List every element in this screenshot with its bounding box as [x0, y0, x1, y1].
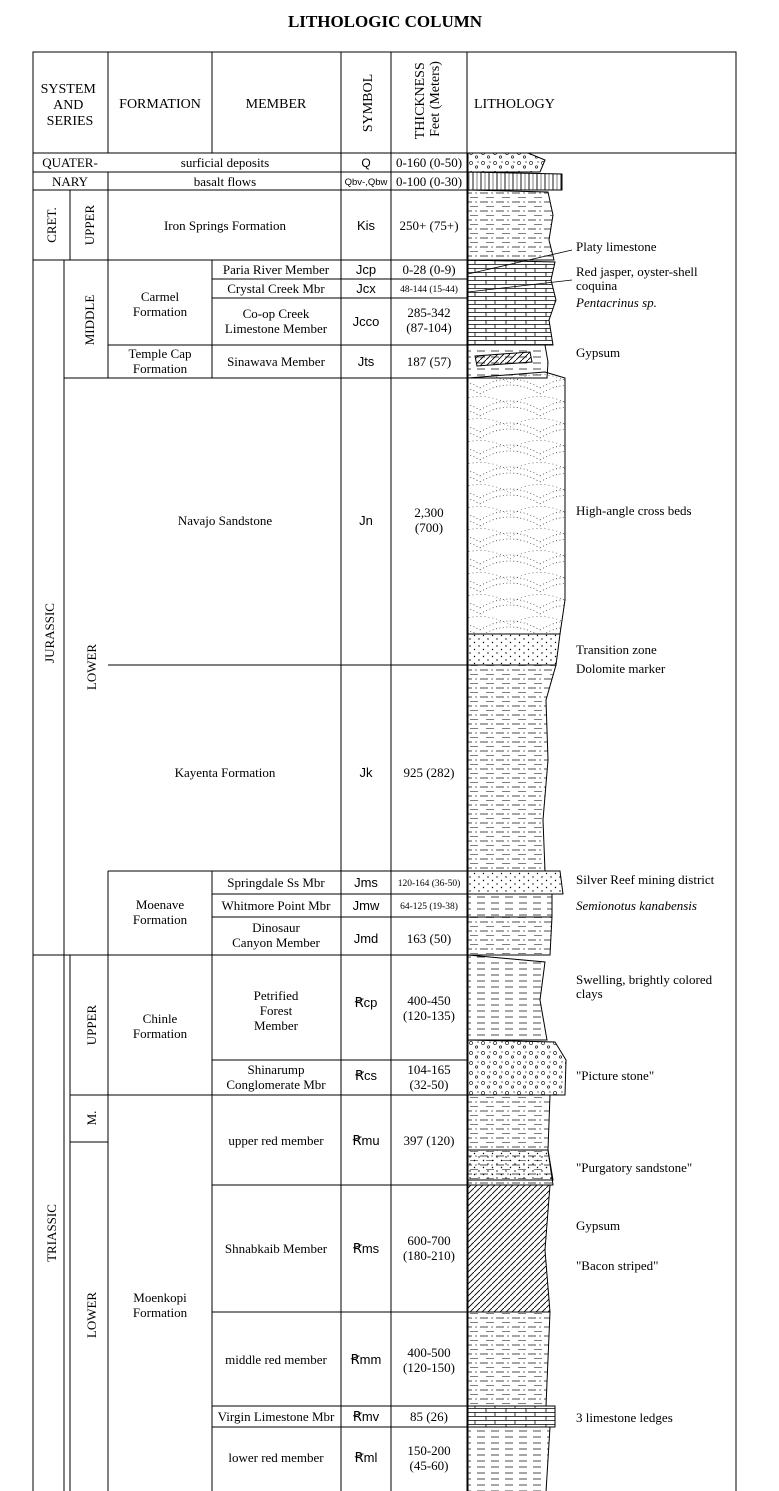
formation-moenave: Moenave Formation — [132, 897, 188, 927]
svg-text:400-450: 400-450 — [407, 993, 451, 1008]
svg-text:0-100 (0-30): 0-100 (0-30) — [395, 174, 463, 189]
table-row — [181, 155, 462, 170]
svg-text:Ꞧml: Ꞧml — [354, 1450, 378, 1465]
svg-text:397 (120): 397 (120) — [403, 1133, 455, 1148]
table-row — [226, 1062, 450, 1092]
litho-springdale — [468, 871, 563, 894]
svg-text:Paria River Member: Paria River Member — [222, 262, 330, 277]
svg-text:Whitmore Point Mbr: Whitmore Point Mbr — [221, 898, 331, 913]
svg-text:285-342: 285-342 — [407, 305, 451, 320]
note-gypsum-1: Gypsum — [576, 345, 621, 360]
note-gypsum-2: Gypsum — [576, 1218, 621, 1233]
series-jur-middle: MIDDLE — [82, 294, 97, 346]
note-platy-limestone: Platy limestone — [576, 239, 657, 254]
svg-text:Jmd: Jmd — [353, 931, 379, 946]
header-lithology: LITHOLOGY — [474, 97, 555, 112]
svg-text:Crystal Creek Mbr: Crystal Creek Mbr — [227, 281, 325, 296]
note-cross-beds: High-angle cross beds — [576, 503, 692, 518]
series-jur-lower: LOWER — [84, 643, 99, 691]
system-triassic: TRIASSIC — [44, 1204, 59, 1262]
svg-text:(180-210): (180-210) — [403, 1248, 455, 1263]
litho-carmel — [468, 260, 556, 345]
litho-kayenta — [468, 665, 556, 871]
table-row — [225, 305, 452, 336]
litho-lower-red — [468, 1427, 550, 1491]
header-thickness: THICKNESS Feet (Meters) — [413, 61, 443, 140]
table-row — [194, 174, 462, 189]
note-swelling-clays: Swelling, brightly colored clays — [576, 972, 713, 1001]
svg-text:Ꞧmv: Ꞧmv — [352, 1409, 380, 1424]
note-bacon-striped: "Bacon striped" — [576, 1258, 659, 1273]
svg-text:Petrified: Petrified — [253, 988, 299, 1003]
table-row — [223, 262, 456, 277]
formation-labels — [129, 289, 192, 1320]
svg-text:(120-135): (120-135) — [403, 1008, 455, 1023]
formation-carmel: Carmel Formation — [132, 289, 188, 319]
header-member: MEMBER — [245, 97, 307, 112]
svg-text:Ꞧcs: Ꞧcs — [354, 1068, 378, 1083]
note-pentacrinus: Pentacrinus sp. — [576, 295, 657, 310]
note-red-jasper: Red jasper, oyster-shell coquina — [576, 264, 698, 293]
svg-text:400-500: 400-500 — [407, 1345, 451, 1360]
svg-text:2,300: 2,300 — [414, 505, 444, 520]
svg-text:85 (26): 85 (26) — [410, 1409, 448, 1424]
table-row — [164, 218, 459, 233]
system-quaternary: QUATER- — [42, 155, 98, 170]
formation-moenkopi: Moenkopi Formation — [132, 1290, 188, 1320]
svg-text:Kis: Kis — [356, 218, 376, 233]
note-picture-stone: "Picture stone" — [576, 1068, 655, 1083]
svg-text:600-700: 600-700 — [407, 1233, 451, 1248]
svg-text:Qbv-,Qbw: Qbv-,Qbw — [344, 177, 388, 188]
litho-dinosaur-canyon — [468, 917, 552, 955]
svg-text:150-200: 150-200 — [407, 1443, 451, 1458]
svg-text:104-165: 104-165 — [407, 1062, 451, 1077]
svg-text:middle red member: middle red member — [225, 1352, 327, 1367]
svg-text:Jcx: Jcx — [356, 281, 376, 296]
svg-text:(45-60): (45-60) — [409, 1458, 449, 1473]
lithology-notes — [575, 239, 715, 1425]
litho-purgatory — [468, 1150, 553, 1180]
table-row — [227, 354, 451, 369]
series-tri-middle: M. — [84, 1110, 99, 1126]
svg-text:(87-104): (87-104) — [406, 320, 452, 335]
svg-text:Co-op Creek: Co-op Creek — [242, 306, 310, 321]
svg-text:Sinawava Member: Sinawava Member — [227, 354, 325, 369]
litho-whitmore — [468, 894, 552, 917]
lithology-column — [468, 153, 566, 1491]
svg-text:Canyon Member: Canyon Member — [232, 935, 320, 950]
svg-text:Ꞧmm: Ꞧmm — [350, 1352, 382, 1367]
table-row — [175, 765, 455, 780]
note-transition-zone: Transition zone — [576, 642, 657, 657]
system-cretaceous: CRET. — [44, 207, 59, 243]
system-quaternary-2: NARY — [51, 174, 89, 189]
page-title: LITHOLOGIC COLUMN — [287, 12, 483, 31]
svg-text:Shinarump: Shinarump — [247, 1062, 305, 1077]
note-purgatory: "Purgatory sandstone" — [576, 1160, 693, 1175]
svg-text:Shnabkaib Member: Shnabkaib Member — [224, 1241, 328, 1256]
series-cret-upper: UPPER — [82, 204, 97, 246]
svg-text:250+ (75+): 250+ (75+) — [399, 218, 459, 233]
svg-text:Jcco: Jcco — [352, 314, 380, 329]
svg-text:Q: Q — [361, 156, 371, 170]
svg-text:Iron Springs Formation: Iron Springs Formation — [163, 218, 287, 233]
svg-text:0-28 (0-9): 0-28 (0-9) — [402, 262, 456, 277]
table-row — [221, 898, 457, 913]
header-formation: FORMATION — [119, 97, 201, 112]
series-labels — [82, 204, 99, 1338]
litho-surficial — [468, 153, 545, 172]
system-jurassic: JURASSIC — [42, 603, 57, 663]
svg-text:Jms: Jms — [354, 875, 378, 890]
svg-text:Limestone Member: Limestone Member — [224, 321, 328, 336]
svg-text:48-144 (15-44): 48-144 (15-44) — [400, 285, 458, 295]
svg-text:Jn: Jn — [359, 513, 373, 528]
table-row — [232, 920, 451, 950]
svg-text:64-125 (19-38): 64-125 (19-38) — [400, 902, 458, 912]
svg-text:Jk: Jk — [359, 765, 373, 780]
svg-text:Ꞧms: Ꞧms — [352, 1241, 380, 1256]
table-row — [227, 281, 458, 296]
svg-text:Virgin Limestone Mbr: Virgin Limestone Mbr — [217, 1409, 335, 1424]
litho-transition — [468, 634, 560, 665]
header-row — [41, 59, 555, 140]
note-limestone-ledges: 3 limestone ledges — [576, 1410, 673, 1425]
table-row — [218, 1409, 448, 1424]
svg-text:basalt flows: basalt flows — [193, 174, 257, 189]
svg-text:163 (50): 163 (50) — [406, 931, 452, 946]
litho-shinarump — [468, 1040, 566, 1095]
note-dolomite-marker: Dolomite marker — [576, 661, 666, 676]
svg-text:Springdale Ss Mbr: Springdale Ss Mbr — [227, 875, 325, 890]
header-symbol: SYMBOL — [361, 73, 376, 133]
svg-text:(700): (700) — [414, 520, 444, 535]
litho-basalt — [468, 172, 562, 190]
svg-text:upper red member: upper red member — [228, 1133, 324, 1148]
svg-text:925 (282): 925 (282) — [403, 765, 455, 780]
table-row — [254, 988, 455, 1033]
table-row — [228, 1443, 450, 1473]
litho-middle-red — [468, 1312, 550, 1406]
note-semionotus: Semionotus kanabensis — [576, 898, 697, 913]
svg-text:0-160 (0-50): 0-160 (0-50) — [395, 155, 463, 170]
svg-text:lower red member: lower red member — [228, 1450, 324, 1465]
svg-text:Dinosaur: Dinosaur — [252, 920, 300, 935]
note-silver-reef: Silver Reef mining district — [576, 872, 715, 887]
table-row — [178, 505, 444, 535]
svg-text:187 (57): 187 (57) — [406, 354, 452, 369]
svg-text:Forest: Forest — [259, 1003, 293, 1018]
svg-text:Jts: Jts — [357, 354, 375, 369]
table-row — [225, 1345, 455, 1375]
litho-navajo — [468, 372, 565, 634]
svg-text:Ꞧmu: Ꞧmu — [352, 1133, 380, 1148]
svg-text:Kayenta Formation: Kayenta Formation — [174, 765, 276, 780]
litho-virgin — [468, 1406, 555, 1427]
litho-iron-springs — [468, 190, 554, 260]
svg-text:120-164 (36-50): 120-164 (36-50) — [397, 879, 461, 889]
litho-petrified-forest — [468, 955, 547, 1040]
formation-temple-cap: Temple Cap Formation — [128, 346, 192, 376]
svg-text:Navajo Sandstone: Navajo Sandstone — [177, 513, 273, 528]
svg-text:Conglomerate Mbr: Conglomerate Mbr — [226, 1077, 326, 1092]
svg-text:(120-150): (120-150) — [403, 1360, 455, 1375]
table-row — [227, 875, 460, 890]
unit-rows — [164, 155, 462, 1473]
svg-text:surficial deposits: surficial deposits — [180, 155, 270, 170]
formation-chinle: Chinle Formation — [132, 1011, 188, 1041]
svg-text:Jmw: Jmw — [352, 898, 380, 913]
series-tri-lower: LOWER — [84, 1291, 99, 1339]
svg-text:Ꞧcp: Ꞧcp — [354, 995, 378, 1010]
svg-text:Member: Member — [253, 1018, 299, 1033]
table-row — [225, 1233, 455, 1263]
litho-shnabkaib — [468, 1185, 550, 1312]
series-tri-upper: UPPER — [84, 1004, 99, 1046]
header-system-series: SYSTEM AND SERIES — [40, 82, 96, 129]
svg-text:Jcp: Jcp — [355, 262, 377, 277]
svg-text:(32-50): (32-50) — [409, 1077, 449, 1092]
